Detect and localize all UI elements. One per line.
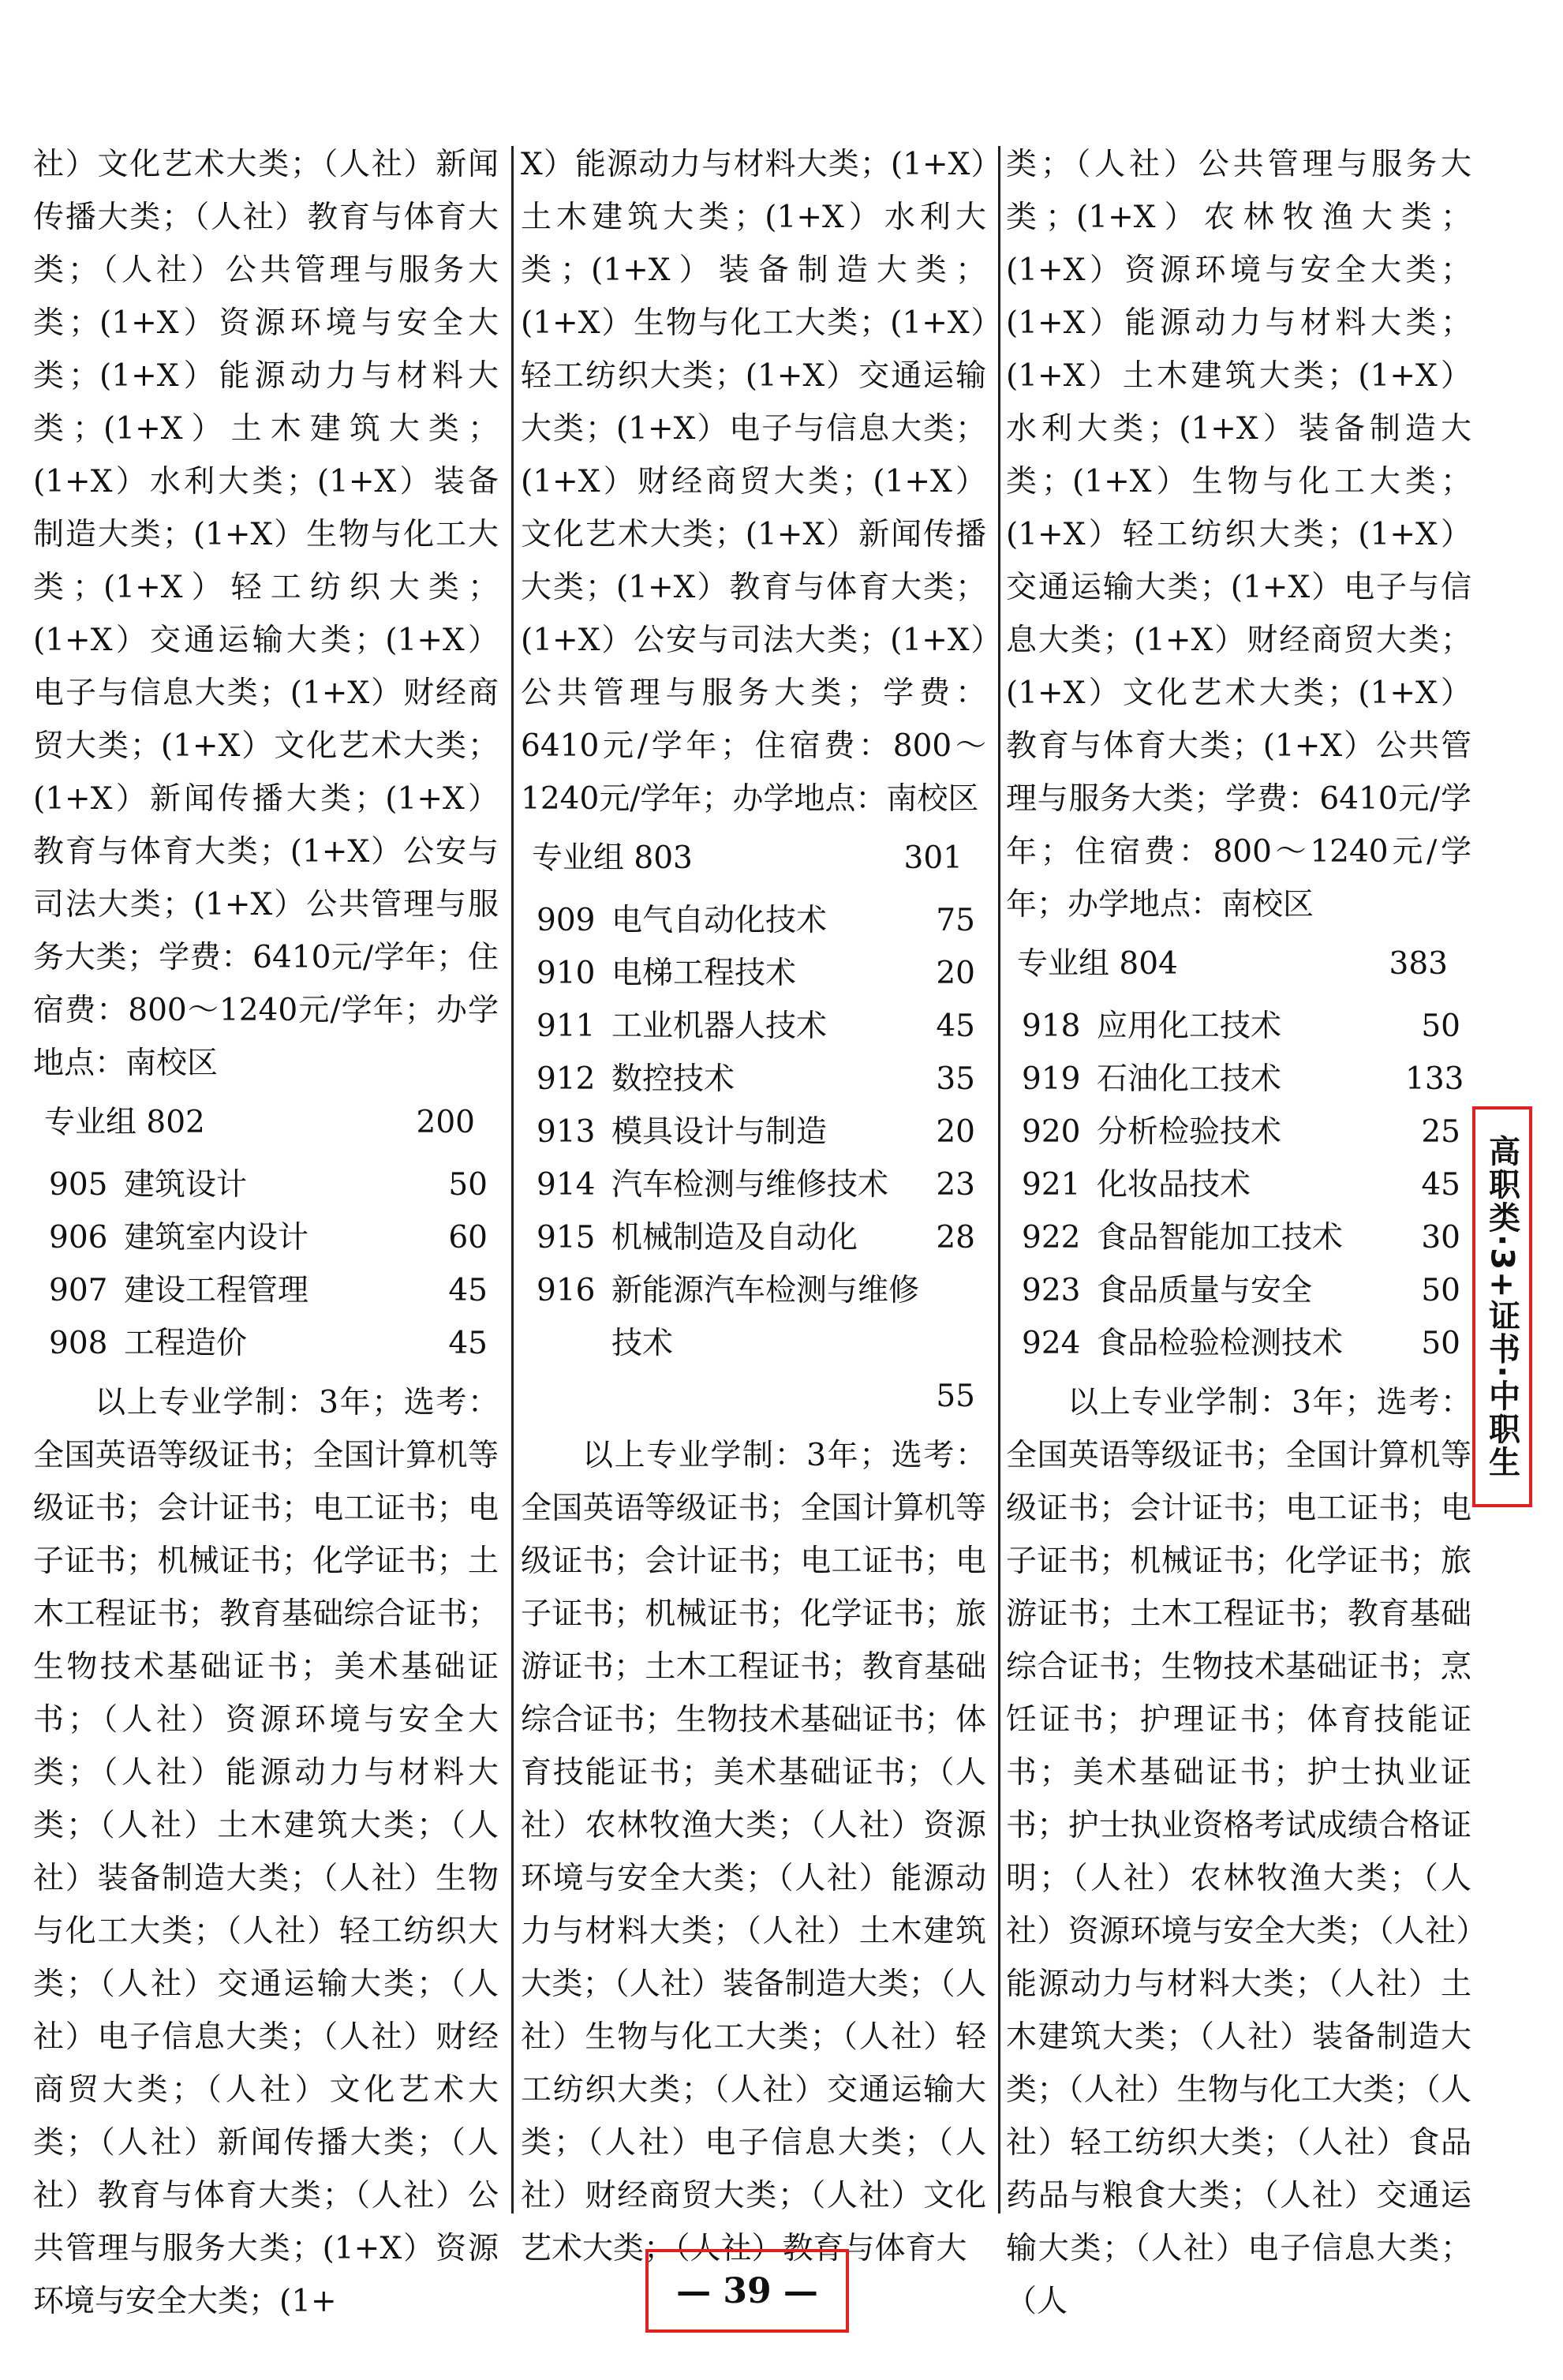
- major-quota: 133: [1405, 1061, 1464, 1097]
- column-2-note: 以上专业学制：3年；选考：全国英语等级证书；全国计算机等级证书；会计证书；电工证书；电子证书；机械证书；化学证书；旅游证书；土木工程证书；教育基础综合证书；生物技术基础证书；体育技能证书；美术基础证书；（人社）农林牧渔大类；（人社）资源环境与安全大类；（人社）能源动力与材料大类；（人社）土木建筑大类；（人社）装备制造大类；（人社）生物与化工大类；（人社）轻工纺织大类；（人社）交通运输大类；（人社）电子信息大类；（人社）财经商贸大类；（人社）文化艺术大类；（人社）教育与体育大: [521, 1438, 986, 2266]
- table-row: [1006, 1053, 1471, 1106]
- column-1-note: 以上专业学制：3年；选考：全国英语等级证书；全国计算机等级证书；会计证书；电工证书；电子证书；机械证书；化学证书；土木工程证书；教育基础综合证书；生物技术基础证书；美术基础证书；（人社）资源环境与安全大类；（人社）能源动力与材料大类；（人社）土木建筑大类；（人社）装备制造大类；（人社）生物与化工大类；（人社）轻工纺织大类；（人社）交通运输大类；（人社）电子信息大类；（人社）财经商贸大类；（人社）文化艺术大类；（人社）新闻传播大类；（人社）教育与体育大类；（人社）公共管理与服务大类；(1+X）资源环境与安全大类；(1+: [33, 1385, 499, 2319]
- major-name: 电梯工程技术: [611, 956, 797, 991]
- major-name: 新能源汽车检测与维修技术: [611, 1273, 920, 1361]
- major-code: 910: [537, 956, 596, 991]
- group-802-label: 专业组 802: [44, 1105, 205, 1140]
- group-804-header: [1006, 937, 1471, 990]
- major-code: 916: [537, 1273, 596, 1308]
- major-quota: 30: [1421, 1220, 1460, 1255]
- group-804-total: 383: [1389, 946, 1448, 982]
- major-name: 分析检验技术: [1097, 1114, 1282, 1150]
- group-803-header: [521, 832, 986, 885]
- major-name: 电气自动化技术: [611, 903, 828, 938]
- table-row: [521, 1211, 986, 1264]
- major-quota: 50: [1421, 1009, 1460, 1044]
- major-code: 908: [49, 1326, 108, 1361]
- column-1-lead: 社）文化艺术大类；（人社）新闻传播大类；（人社）教育与体育大类；（人社）公共管理与服务大类；(1+X）资源环境与安全大类；(1+X）能源动力与材料大类；(1+X）土木建筑大类；(1+X）水利大类；(1+X）装备制造大类；(1+X）生物与化工大类；(1+X）轻工纺织大类；(1+X）交通运输大类；(1+X）电子与信息大类；(1+X）财经商贸大类；(1+X）文化艺术大类；(1+X）新闻传播大类；(1+X）教育与体育大类；(1+X）公安与司法大类；(1+X）公共管理与服务大类；学费：6410元/学年；住宿费：800～1240元/学年；办学地点：南校区: [33, 147, 499, 1081]
- major-name: 应用化工技术: [1097, 1009, 1282, 1044]
- major-name: 汽车检测与维修技术: [611, 1167, 889, 1203]
- major-code: 905: [49, 1167, 108, 1203]
- side-section-label: 高职类·3+证书·中职生: [1483, 1135, 1520, 1479]
- group-802-total: 200: [416, 1105, 475, 1140]
- table-row: [521, 1106, 986, 1158]
- major-name: 建筑设计: [124, 1167, 248, 1203]
- table-row: [33, 1211, 499, 1264]
- group-804-label: 专业组 804: [1017, 946, 1178, 982]
- table-row: [521, 1158, 986, 1211]
- major-code: 921: [1022, 1167, 1081, 1203]
- page-number-box: [645, 2249, 849, 2333]
- major-quota: 45: [448, 1273, 488, 1308]
- major-name: 食品智能加工技术: [1097, 1220, 1344, 1255]
- major-name: 工程造价: [124, 1326, 248, 1361]
- column-1: [33, 138, 499, 2328]
- table-row: [1006, 1000, 1471, 1053]
- major-name: 食品质量与安全: [1097, 1273, 1313, 1308]
- major-quota: 45: [936, 1009, 975, 1044]
- table-row-wrapped-quota: [521, 1370, 986, 1423]
- page-number: — 39 —: [676, 2270, 818, 2311]
- table-row: [521, 894, 986, 947]
- column-divider: [998, 146, 1000, 2213]
- major-name: 工业机器人技术: [611, 1009, 828, 1044]
- column-3: [1006, 138, 1471, 2328]
- major-quota: 50: [1421, 1273, 1460, 1308]
- major-quota: 50: [448, 1167, 488, 1203]
- major-code: 920: [1022, 1114, 1081, 1150]
- major-name: 建筑室内设计: [124, 1220, 309, 1255]
- major-code: 913: [537, 1114, 596, 1150]
- major-quota: 25: [1421, 1114, 1460, 1150]
- table-row: [521, 1264, 986, 1370]
- major-name: 食品检验检测技术: [1097, 1326, 1344, 1361]
- major-name: 数控技术: [611, 1061, 735, 1097]
- group-803-label: 专业组 803: [532, 840, 693, 876]
- major-code: 912: [537, 1061, 596, 1097]
- table-row: [33, 1264, 499, 1317]
- major-code: 915: [537, 1220, 596, 1255]
- major-quota: 75: [936, 903, 975, 938]
- major-code: 922: [1022, 1220, 1081, 1255]
- table-row: [1006, 1106, 1471, 1158]
- table-row: [1006, 1211, 1471, 1264]
- column-3-lead: 类；（人社）公共管理与服务大类；(1+X）农林牧渔大类；(1+X）资源环境与安全大类；(1+X）能源动力与材料大类；(1+X）土木建筑大类；(1+X）水利大类；(1+X）装备制造大类；(1+X）生物与化工大类；(1+X）轻工纺织大类；(1+X）交通运输大类；(1+X）电子与信息大类；(1+X）财经商贸大类；(1+X）文化艺术大类；(1+X）教育与体育大类；(1+X）公共管理与服务大类；学费：6410元/学年；住宿费：800～1240元/学年；办学地点：南校区: [1006, 147, 1471, 922]
- major-code: 924: [1022, 1326, 1081, 1361]
- column-2: [521, 138, 986, 2275]
- table-row: [1006, 1317, 1471, 1370]
- table-row: [521, 1000, 986, 1053]
- table-row: [521, 947, 986, 1000]
- major-name: 模具设计与制造: [611, 1114, 828, 1150]
- major-quota: 55: [936, 1379, 975, 1414]
- major-quota: 50: [1421, 1326, 1460, 1361]
- major-quota: 20: [936, 956, 975, 991]
- major-code: 907: [49, 1273, 108, 1308]
- major-quota: 35: [936, 1061, 975, 1097]
- column-3-note: 以上专业学制：3年；选考：全国英语等级证书；全国计算机等级证书；会计证书；电工证书；电子证书；机械证书；化学证书；旅游证书；土木工程证书；教育基础综合证书；生物技术基础证书；烹饪证书；护理证书；体育技能证书；美术基础证书；护士执业证书；护士执业资格考试成绩合格证明；（人社）农林牧渔大类；（人社）资源环境与安全大类；（人社）能源动力与材料大类；（人社）土木建筑大类；（人社）装备制造大类；（人社）生物与化工大类；（人社）轻工纺织大类；（人社）食品药品与粮食大类；（人社）交通运输大类；（人社）电子信息大类；（人: [1006, 1385, 1471, 2319]
- side-section-tab: [1472, 1106, 1532, 1507]
- column-divider: [511, 146, 514, 2213]
- major-quota: 60: [448, 1220, 488, 1255]
- table-row: [33, 1317, 499, 1370]
- major-code: 914: [537, 1167, 596, 1203]
- major-quota: [920, 1264, 975, 1370]
- table-row: [1006, 1264, 1471, 1317]
- column-2-lead: X）能源动力与材料大类；(1+X）土木建筑大类；(1+X）水利大类；(1+X）装备制造大类；(1+X）生物与化工大类；(1+X）轻工纺织大类；(1+X）交通运输大类；(1+X）电子与信息大类；(1+X）财经商贸大类；(1+X）文化艺术大类；(1+X）新闻传播大类；(1+X）教育与体育大类；(1+X）公安与司法大类；(1+X）公共管理与服务大类；学费：6410元/学年；住宿费：800～1240元/学年；办学地点：南校区: [521, 147, 986, 817]
- table-row: [1006, 1158, 1471, 1211]
- major-code: 918: [1022, 1009, 1081, 1044]
- group-802-header: [33, 1096, 499, 1149]
- major-code: 923: [1022, 1273, 1081, 1308]
- major-name: 化妆品技术: [1097, 1167, 1251, 1203]
- major-name: 机械制造及自动化: [611, 1220, 858, 1255]
- major-quota: 23: [936, 1167, 975, 1203]
- table-row: [33, 1158, 499, 1211]
- major-quota: 28: [936, 1220, 975, 1255]
- major-quota: 45: [1421, 1167, 1460, 1203]
- group-803-total: 301: [903, 840, 963, 876]
- table-row: [521, 1053, 986, 1106]
- major-name: 石油化工技术: [1097, 1061, 1282, 1097]
- major-quota: 20: [936, 1114, 975, 1150]
- major-code: 906: [49, 1220, 108, 1255]
- major-code: 909: [537, 903, 596, 938]
- major-code: 911: [537, 1009, 596, 1044]
- major-quota: 45: [448, 1326, 488, 1361]
- major-name: 建设工程管理: [124, 1273, 309, 1308]
- major-code: 919: [1022, 1061, 1081, 1097]
